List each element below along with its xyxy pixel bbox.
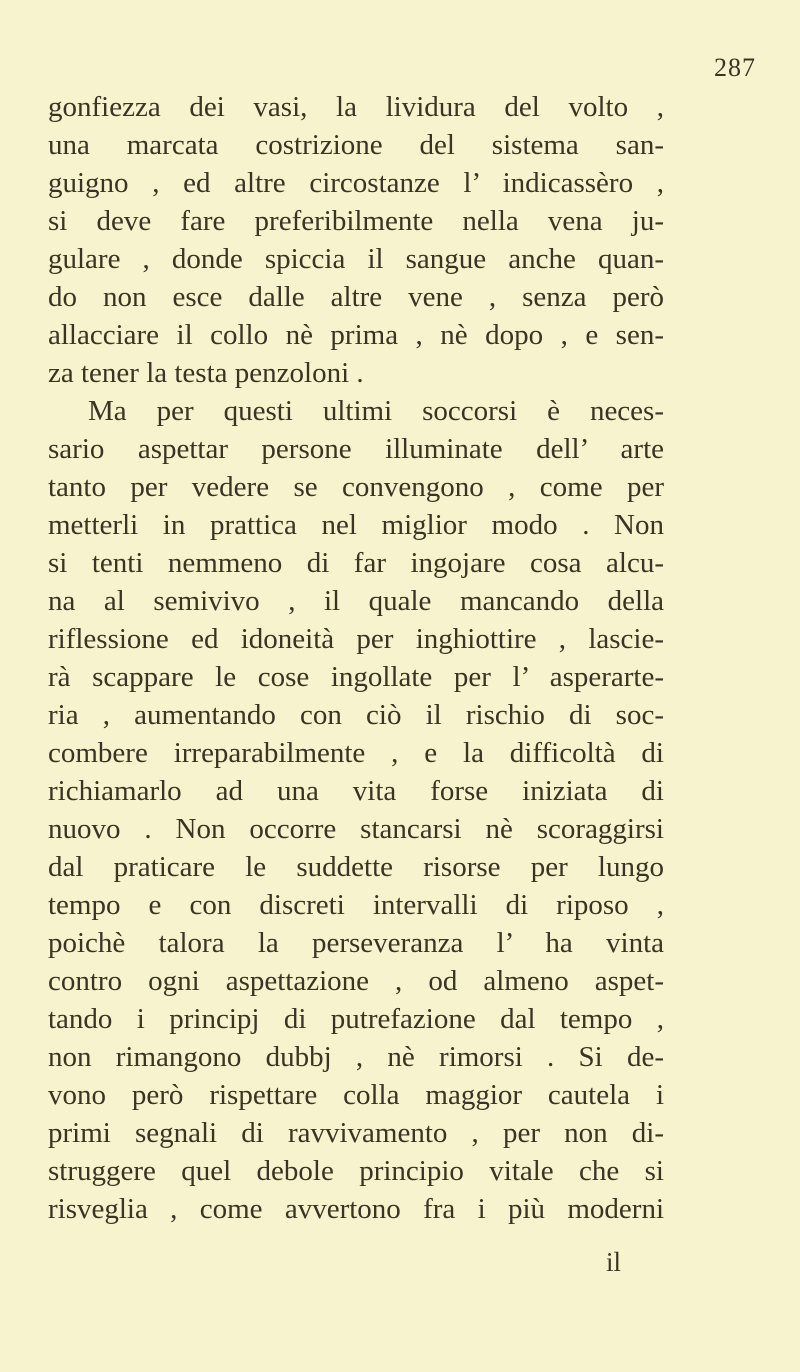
text-line: nuovo . Non occorre stancarsi nè scoraggirsi	[48, 813, 664, 845]
text-line: tempo e con discreti intervalli di riposo ,	[48, 889, 664, 921]
text-line: risveglia , come avvertono fra i più moderni	[48, 1193, 664, 1225]
text-line: struggere quel debole principio vitale che si	[48, 1155, 664, 1187]
text-line: ria , aumentando con ciò il rischio di soc-	[48, 699, 664, 731]
text-line: sario aspettar persone illuminate dell’ arte	[48, 433, 664, 465]
text-line: rà scappare le cose ingollate per l’ asperarte-	[48, 661, 664, 693]
paragraph-start-line: Ma per questi ultimi soccorsi è neces-	[88, 395, 664, 427]
text-line: poichè talora la perseveranza l’ ha vinta	[48, 927, 664, 959]
text-line: contro ogni aspettazione , od almeno aspet-	[48, 965, 664, 997]
text-line: do non esce dalle altre vene , senza però	[48, 281, 664, 313]
text-line: allacciare il collo nè prima , nè dopo , e sen-	[48, 319, 664, 351]
paragraph-end-line: za tener la testa penzoloni .	[48, 357, 364, 389]
text-line: una marcata costrizione del sistema san-	[48, 129, 664, 161]
text-line: metterli in prattica nel miglior modo . Non	[48, 509, 664, 541]
text-line: riflessione ed idoneità per inghiottire , lascie-	[48, 623, 664, 655]
text-line: vono però rispettare colla maggior cautela i	[48, 1079, 664, 1111]
text-line: si deve fare preferibilmente nella vena ju-	[48, 205, 664, 237]
text-line: richiamarlo ad una vita forse iniziata di	[48, 775, 664, 807]
text-line: tando i principj di putrefazione dal tempo ,	[48, 1003, 664, 1035]
text-line: non rimangono dubbj , nè rimorsi . Si de-	[48, 1041, 664, 1073]
body-text	[48, 88, 664, 1228]
text-line: primi segnali di ravvivamento , per non di-	[48, 1117, 664, 1149]
text-line: guigno , ed altre circostanze l’ indicassèro ,	[48, 167, 664, 199]
catchword: il	[606, 1247, 622, 1277]
text-line: combere irreparabilmente , e la difficoltà di	[48, 737, 664, 769]
text-line: si tenti nemmeno di far ingojare cosa alcu-	[48, 547, 664, 579]
page-number: 287	[714, 53, 756, 82]
text-line: tanto per vedere se convengono , come per	[48, 471, 664, 503]
text-line: gulare , donde spiccia il sangue anche quan-	[48, 243, 664, 275]
text-line: dal praticare le suddette risorse per lungo	[48, 851, 664, 883]
text-line: gonfiezza dei vasi, la lividura del volto ,	[48, 91, 664, 123]
text-line: na al semivivo , il quale mancando della	[48, 585, 664, 617]
